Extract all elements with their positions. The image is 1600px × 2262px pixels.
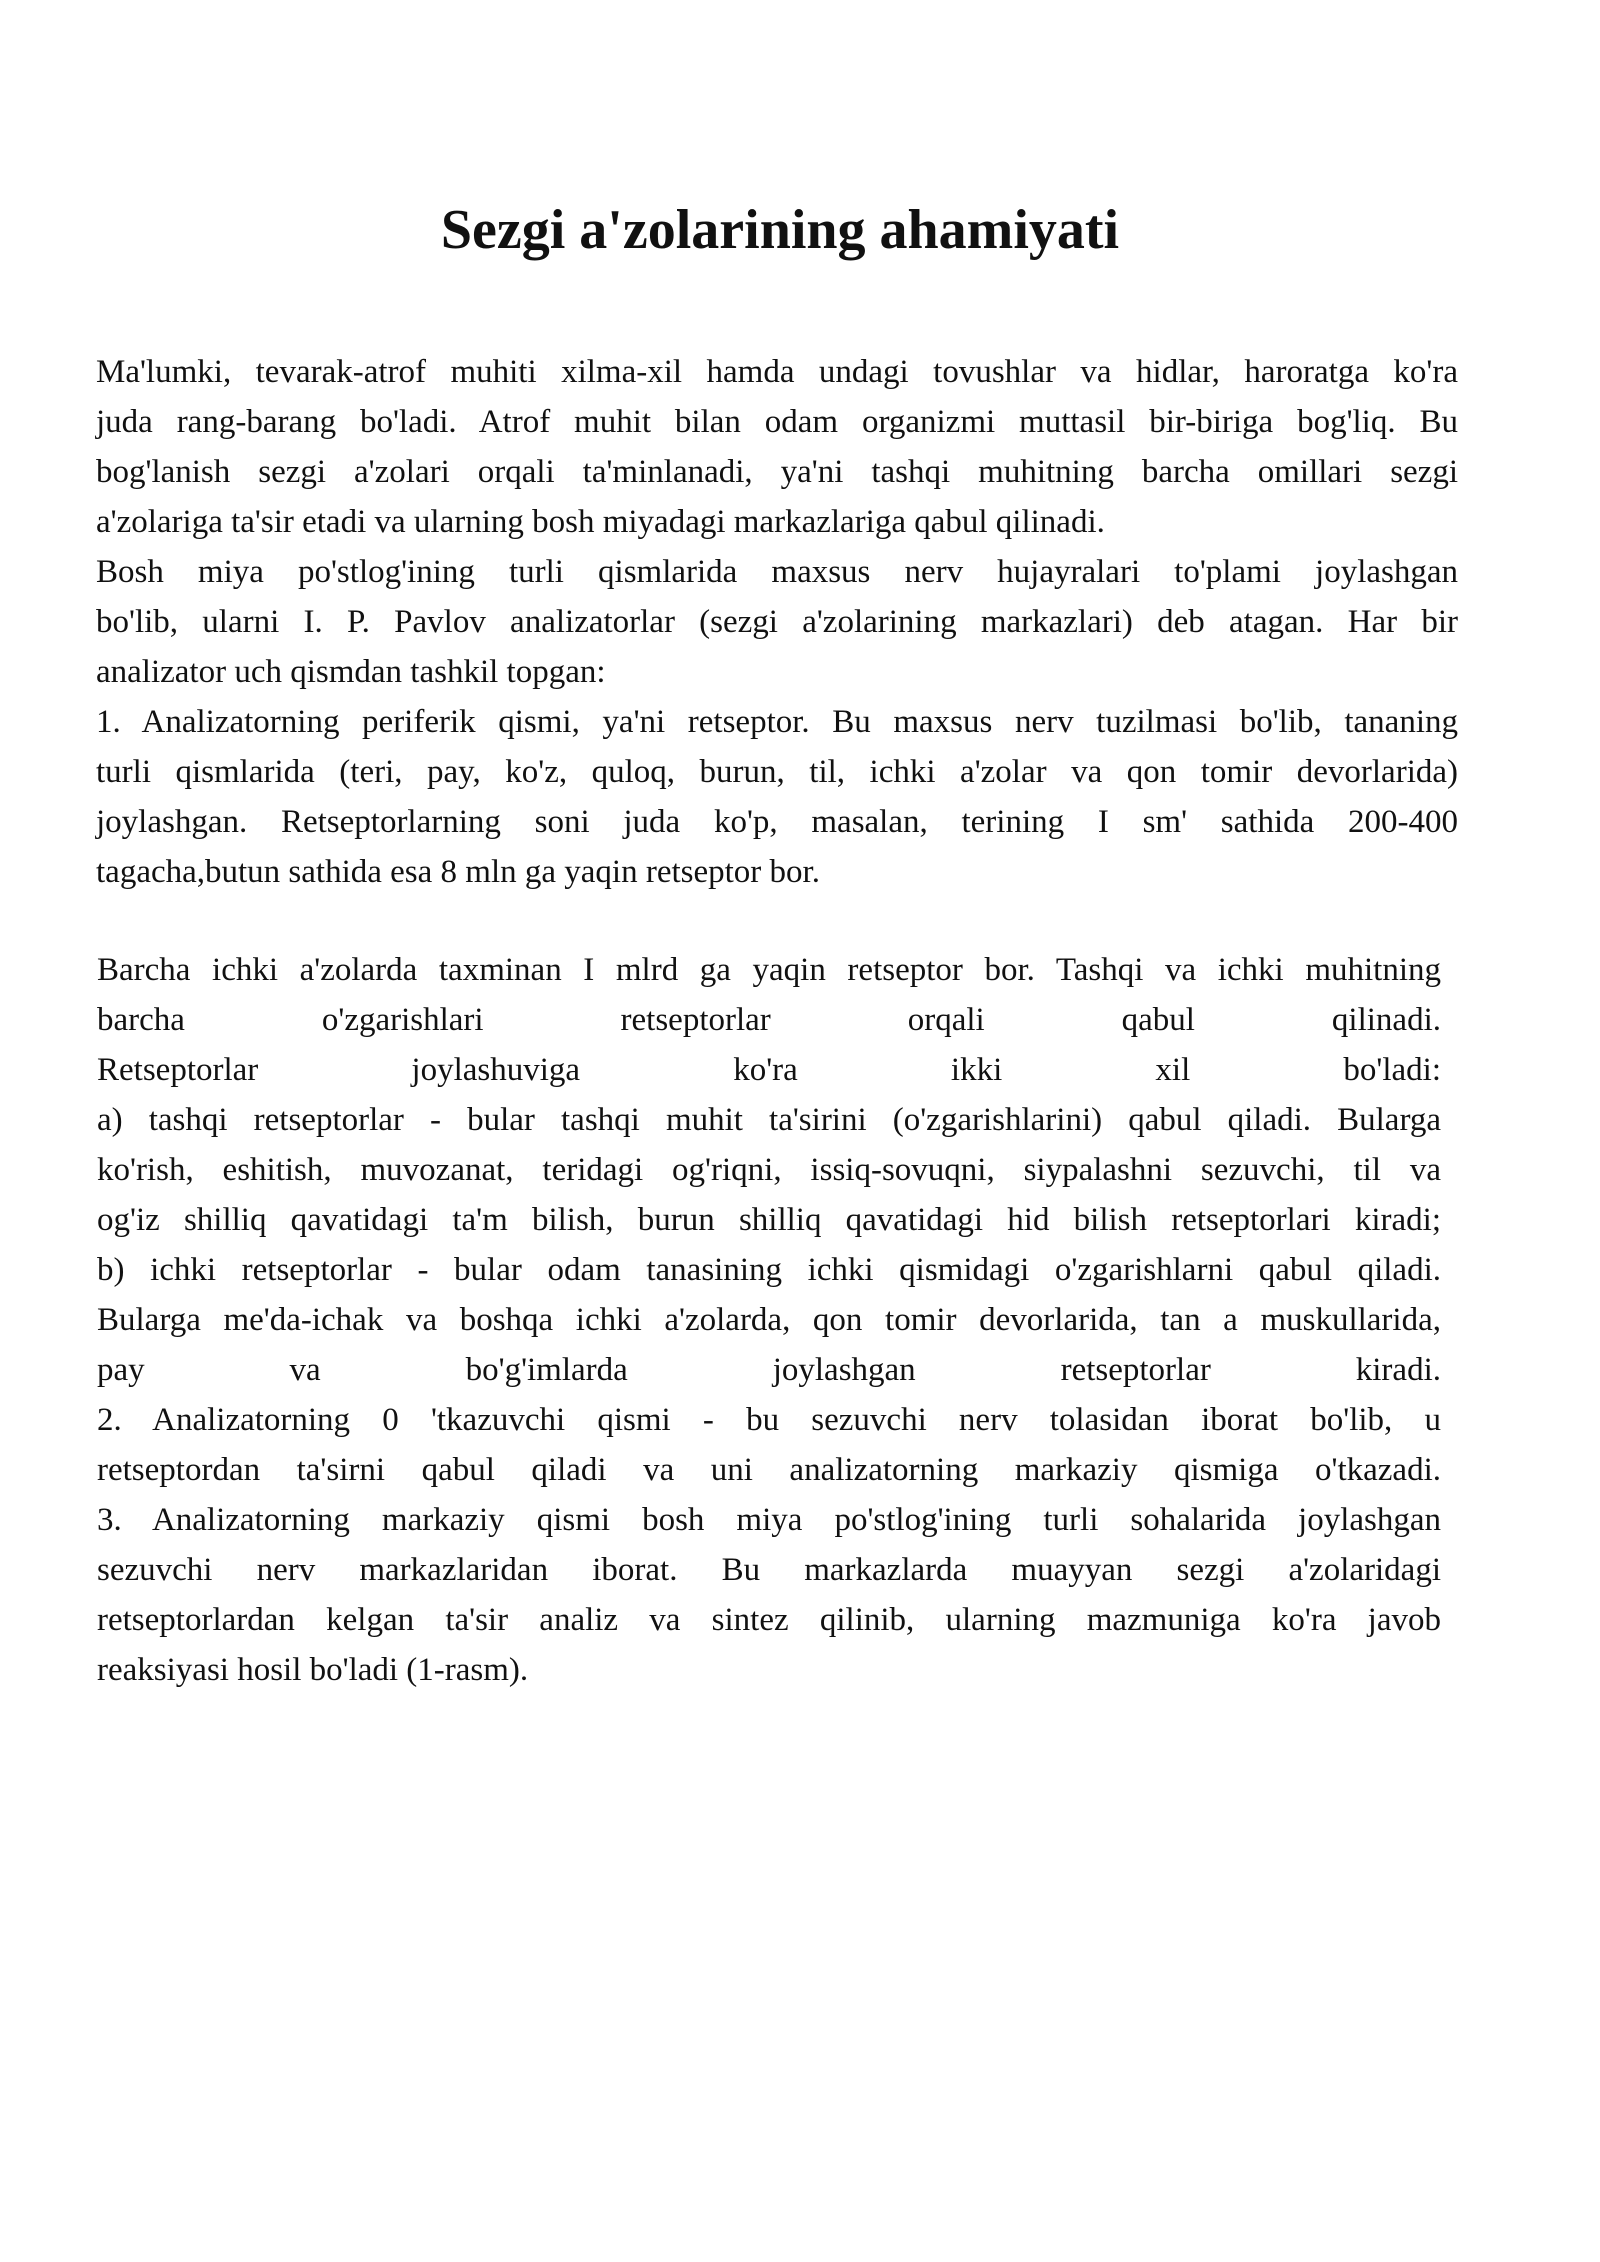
page-title: Sezgi a'zolarining ahamiyati [440,199,1120,261]
text-line: 3. Analizatorning markaziy qismi bosh miya po'stlog'ining turli sohalarida joylashgan [97,1502,1441,1538]
text-line: turli qismlarida (teri, pay, ko'z, quloq, burun, til, ichki a'zolar va qon tomir devorlarida) [96,754,1458,790]
text-line: 2. Analizatorning 0 'tkazuvchi qismi - bu sezuvchi nerv tolasidan iborat bo'lib, u [97,1402,1441,1438]
text-line: b) ichki retseptorlar - bular odam tanasining ichki qismidagi o'zgarishlarni qabul qiladi. [97,1252,1441,1288]
text-line: Ma'lumki, tevarak-atrof muhiti xilma-xil hamda undagi tovushlar va hidlar, haroratga ko'ra [96,354,1458,390]
text-line: retseptorlardan kelgan ta'sir analiz va sintez qilinib, ularning mazmuniga ko'ra javob [97,1602,1441,1638]
text-line: Retseptorlar joylashuviga ko'ra ikki xil bo'ladi: [97,1052,1441,1088]
text-block-intro [96,347,1458,897]
text-line: juda rang-barang bo'ladi. Atrof muhit bilan odam organizmi muttasil bir-biriga bog'liq. Bu [96,404,1458,440]
text-block-receptors [97,945,1441,1695]
text-line: a) tashqi retseptorlar - bular tashqi muhit ta'sirini (o'zgarishlarini) qabul qiladi. Bularga [97,1102,1441,1138]
text-line: retseptordan ta'sirni qabul qiladi va uni analizatorning markaziy qismiga o'tkazadi. [97,1452,1441,1488]
text-line: sezuvchi nerv markazlaridan iborat. Bu markazlarda muayyan sezgi a'zolaridagi [97,1552,1441,1588]
text-line: bog'lanish sezgi a'zolari orqali ta'minlanadi, ya'ni tashqi muhitning barcha omillari sezgi [96,454,1458,490]
text-line: barcha o'zgarishlari retseptorlar orqali qabul qilinadi. [97,1002,1441,1038]
text-line: analizator uch qismdan tashkil topgan: [96,654,606,690]
text-line: reaksiyasi hosil bo'ladi (1-rasm). [97,1652,529,1688]
text-line: pay va bo'g'imlarda joylashgan retseptorlar kiradi. [97,1352,1441,1388]
text-line: joylashgan. Retseptorlarning soni juda ko'p, masalan, terining I sm' sathida 200-400 [96,804,1458,840]
text-line: ko'rish, eshitish, muvozanat, teridagi og'riqni, issiq-sovuqni, siypalashni sezuvchi, til va [97,1152,1441,1188]
text-line: og'iz shilliq qavatidagi ta'm bilish, burun shilliq qavatidagi hid bilish retseptorlari kiradi; [97,1202,1441,1238]
text-line: 1. Analizatorning periferik qismi, ya'ni retseptor. Bu maxsus nerv tuzilmasi bo'lib, tananing [96,704,1458,740]
text-line: tagacha,butun sathida esa 8 mln ga yaqin retseptor bor. [96,854,820,890]
text-line: a'zolariga ta'sir etadi va ularning bosh miyadagi markazlariga qabul qilinadi. [96,504,1105,540]
text-line: bo'lib, ularni I. P. Pavlov analizatorlar (sezgi a'zolarining markazlari) deb atagan. Har bir [96,604,1458,640]
text-line: Barcha ichki a'zolarda taxminan I mlrd ga yaqin retseptor bor. Tashqi va ichki muhitning [97,952,1441,988]
text-line: Bosh miya po'stlog'ining turli qismlarida maxsus nerv hujayralari to'plami joylashgan [96,554,1458,590]
text-line: Bularga me'da-ichak va boshqa ichki a'zolarda, qon tomir devorlarida, tan a muskullarida, [97,1302,1441,1338]
